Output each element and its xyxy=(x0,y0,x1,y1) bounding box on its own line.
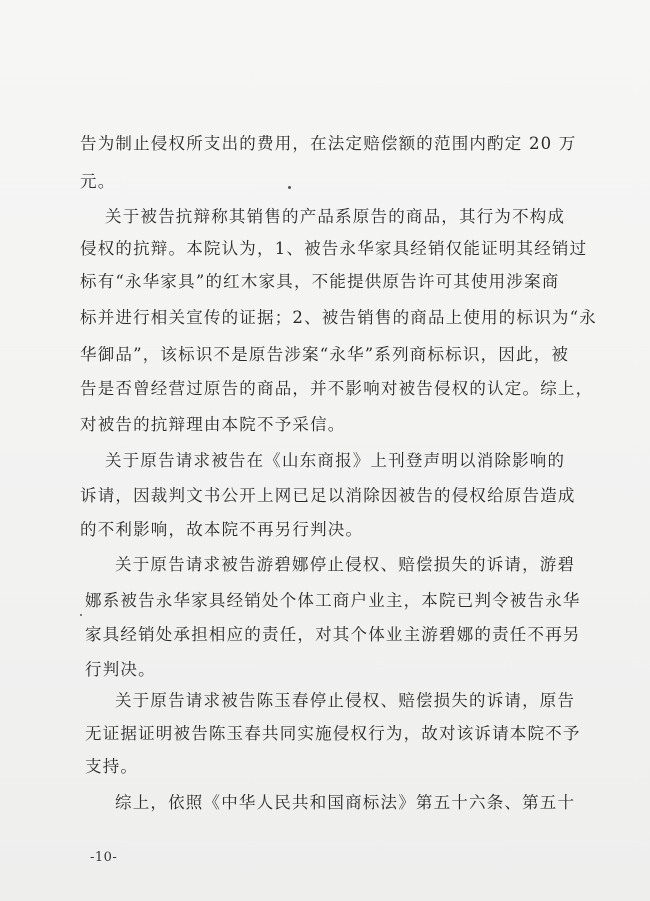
text-line: 关于原告请求被告在《山东商报》上刊登声明以消除影响的 xyxy=(105,451,566,470)
text-line: 告为制止侵权所支出的费用，在法定赔偿额的范围内酌定 20 万 xyxy=(80,134,577,153)
text-line: 告是否曾经营过原告的商品，并不影响对被告侵权的认定。综上， xyxy=(80,379,594,398)
text-line: 标有“永华家具”的红木家具，不能提供原告许可其使用涉案商 xyxy=(80,272,560,291)
text-line: 标并进行相关宣传的证据；2、被告销售的商品上使用的标识为“永 xyxy=(80,308,597,327)
text-line: 关于被告抗辩称其销售的产品系原告的商品，其行为不构成 xyxy=(105,207,566,226)
text-line: 行判决。 xyxy=(85,660,156,679)
text-line: 的不利影响，故本院不再另行判决。 xyxy=(80,520,364,539)
text-line: 家具经销处承担相应的责任，对其个体业主游碧娜的责任不再另 xyxy=(85,625,581,644)
text-line: 无证据证明被告陈玉春共同实施侵权行为，故对该诉请本院不予 xyxy=(85,724,581,743)
text-line: 关于原告请求被告陈玉春停止侵权、赔偿损失的诉请，原告 xyxy=(115,691,576,710)
text-line: 娜系被告永华家具经销处个体工商户业主，本院已判令被告永华 xyxy=(85,591,581,610)
text-line: 对被告的抗辩理由本院不予采信。 xyxy=(80,415,346,434)
text-line: 元。 xyxy=(80,172,116,191)
scan-speck xyxy=(288,186,291,189)
text-line: 综上，依照《中华人民共和国商标法》第五十六条、第五十 xyxy=(115,793,576,812)
scan-speck xyxy=(80,614,82,616)
text-line: 支持。 xyxy=(85,757,139,776)
text-line: 华御品”，该标识不是原告涉案“永华”系列商标标识，因此，被 xyxy=(80,345,570,364)
text-line: 关于原告请求被告游碧娜停止侵权、赔偿损失的诉请，游碧 xyxy=(115,555,576,574)
text-line: 侵权的抗辩。本院认为，1、被告永华家具经销仅能证明其经销过 xyxy=(80,239,588,258)
page-number: -10- xyxy=(90,850,118,865)
text-line: 诉请，因裁判文书公开上网已足以消除因被告的侵权给原告造成 xyxy=(80,486,576,505)
